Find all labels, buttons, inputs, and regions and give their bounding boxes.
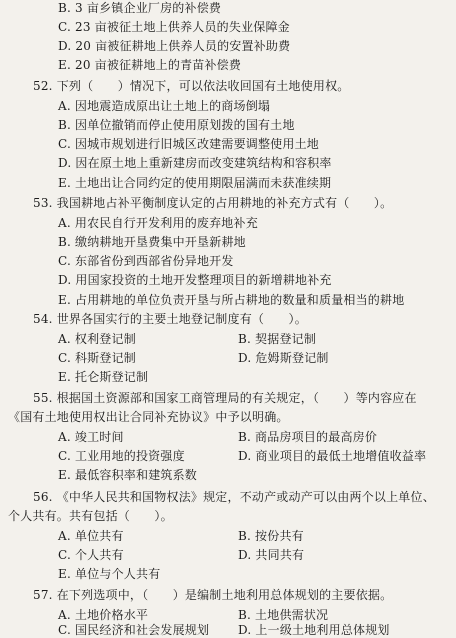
q54-stem: 54. 世界各国实行的主要土地登记制度有（ ）。 xyxy=(33,312,307,326)
q55-stem-line1: 55. 根据国土资源部和国家工商管理局的有关规定，（ ）等内容应在 xyxy=(33,391,417,405)
q55-option-b: B. 商品房项目的最高房价 xyxy=(238,430,378,444)
q57-option-a: A. 土地价格水平 xyxy=(58,608,149,622)
q54-option-e: E. 托仑斯登记制 xyxy=(58,370,149,384)
q55-option-c: C. 工业用地的投资强度 xyxy=(58,449,185,463)
q55-option-a: A. 竣工时间 xyxy=(58,430,124,444)
q52-option-d: D. 因在原土地上重新建房而改变建筑结构和容积率 xyxy=(58,156,332,170)
q56-stem-line2: 个人共有。共有包括（ ）。 xyxy=(8,509,173,523)
q57-option-c: C. 国民经济和社会发展规划 xyxy=(58,623,210,637)
q51-option-d: D. 20 亩被征耕地上供养人员的安置补助费 xyxy=(58,39,291,53)
q55-stem-line2: 《国有土地使用权出让合同补充协议》中予以明确。 xyxy=(8,410,289,424)
q53-option-c: C. 东部省份到西部省份异地开发 xyxy=(58,254,234,268)
q53-option-a: A. 用农民自行开发利用的废弃地补充 xyxy=(58,216,258,230)
q51-option-e: E. 20 亩被征耕地上的青苗补偿费 xyxy=(58,58,242,72)
q55-option-e: E. 最低容积率和建筑系数 xyxy=(58,468,197,482)
q52-option-c: C. 因城市规划进行旧城区改建需要调整使用土地 xyxy=(58,137,319,151)
q53-option-d: D. 用国家投资的土地开发整理项目的新增耕地补充 xyxy=(58,273,332,287)
q52-option-a: A. 因地震造成原出让土地上的商场倒塌 xyxy=(58,99,271,113)
q57-option-d: D. 上一级土地利用总体规划 xyxy=(238,623,390,637)
q52-stem: 52. 下列（ ）情况下，可以依法收回国有土地使用权。 xyxy=(33,79,350,93)
q55-option-d: D. 商业项目的最低土地增值收益率 xyxy=(238,449,427,463)
q57-option-b: B. 土地供需状况 xyxy=(238,608,329,622)
q56-option-d: D. 共同共有 xyxy=(238,548,305,562)
q56-option-b: B. 按份共有 xyxy=(238,529,304,543)
q56-option-a: A. 单位共有 xyxy=(58,529,124,543)
q53-option-e: E. 占用耕地的单位负责开垦与所占耕地的数量和质量相当的耕地 xyxy=(58,293,405,307)
q52-option-e: E. 土地出让合同约定的使用期限届满而未获准续期 xyxy=(58,176,332,190)
q53-option-b: B. 缴纳耕地开垦费集中开垦新耕地 xyxy=(58,235,246,249)
q52-option-b: B. 因单位撤销而停止使用原划拨的国有土地 xyxy=(58,118,295,132)
q51-option-b: B. 3 亩乡镇企业厂房的补偿费 xyxy=(58,1,222,15)
q53-stem: 53. 我国耕地占补平衡制度认定的占用耕地的补充方式有（ ）。 xyxy=(33,196,393,210)
q56-option-c: C. 个人共有 xyxy=(58,548,124,562)
q56-option-e: E. 单位与个人共有 xyxy=(58,567,161,581)
q57-stem: 57. 在下列选项中，（ ）是编制土地利用总体规划的主要依据。 xyxy=(33,588,393,602)
q51-option-c: C. 23 亩被征土地上供养人员的失业保障金 xyxy=(58,20,290,34)
q54-option-d: D. 危姆斯登记制 xyxy=(238,351,329,365)
q56-stem-line1: 56. 《中华人民共和国物权法》规定，不动产或动产可以由两个以上单位、 xyxy=(33,490,435,504)
q54-option-a: A. 权利登记制 xyxy=(58,332,136,346)
q54-option-c: C. 科斯登记制 xyxy=(58,351,136,365)
q54-option-b: B. 契据登记制 xyxy=(238,332,317,346)
